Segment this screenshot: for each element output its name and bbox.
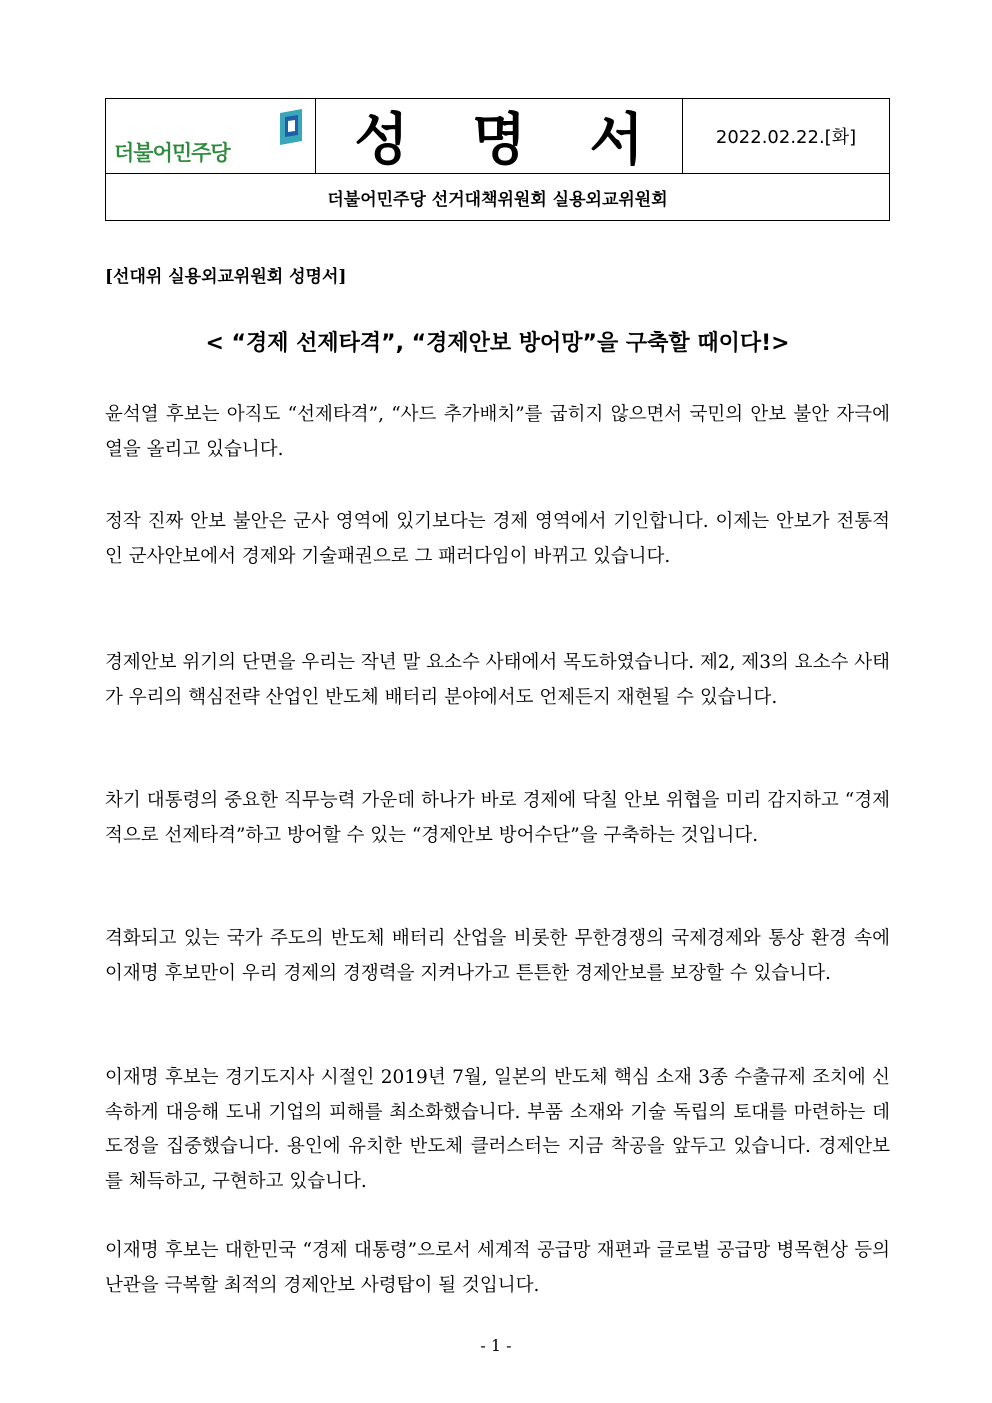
- header-table: [105, 98, 890, 221]
- page-number: - 1 -: [480, 1336, 512, 1355]
- paragraph-4: 차기 대통령의 중요한 직무능력 가운데 하나가 바로 경제에 닥칠 안보 위협을 미리 감지하고 “경제적으로 선제타격”하고 방어할 수 있는 “경제안보 방어수단”을 구축하는 것입니다.: [105, 790, 890, 846]
- paragraph-7: 이재명 후보는 대한민국 “경제 대통령”으로서 세계적 공급망 재편과 글로벌 공급망 병목현상 등의 난관을 극복할 최적의 경제안보 사령탑이 될 것입니다.: [105, 1240, 890, 1296]
- party-logo-mark-icon: [276, 107, 308, 147]
- paragraph-2: 정작 진짜 안보 불안은 군사 영역에 있기보다는 경제 영역에서 기인합니다. 이제는 안보가 전통적인 군사안보에서 경제와 기술패권으로 그 패러다임이 바뀌고 있습니다.: [105, 511, 890, 567]
- document-title-cell: [316, 99, 683, 173]
- statement-label: [선대위 실용외교위원회 성명서]: [105, 267, 347, 287]
- party-logo: [106, 99, 316, 173]
- committee-name: 더불어민주당 선거대책위원회 실용외교위원회: [327, 189, 668, 210]
- document-date: 2022.02.22.[화]: [715, 127, 857, 148]
- statement-headline: < “경제 선제타격”, “경제안보 방어망”을 구축할 때이다!>: [205, 331, 790, 356]
- paragraph-1: 윤석열 후보는 아직도 “선제타격”, “사드 추가배치”를 굽히지 않으면서 국민의 안보 불안 자극에 열을 올리고 있습니다.: [105, 404, 890, 460]
- document-title: 성 명 서: [354, 108, 666, 173]
- paragraph-3: 경제안보 위기의 단면을 우리는 작년 말 요소수 사태에서 목도하였습니다. 제2, 제3의 요소수 사태가 우리의 핵심전략 산업인 반도체 배터리 분야에서도 언제든지 재현될 수 있습니다.: [105, 652, 890, 708]
- party-logo-text: 더불어민주당: [114, 141, 230, 165]
- paragraph-5: 격화되고 있는 국가 주도의 반도체 배터리 산업을 비롯한 무한경쟁의 국제경제와 통상 환경 속에 이재명 후보만이 우리 경제의 경쟁력을 지켜나가고 튼튼한 경제안보를 보장할 수 있습니다.: [105, 928, 890, 984]
- paragraph-6: 이재명 후보는 경기도지사 시절인 2019년 7월, 일본의 반도체 핵심 소재 3종 수출규제 조치에 신속하게 대응해 도내 기업의 피해를 최소화했습니다. 부품 소재와 기술 독립의 토대를 마련하는 데 도정을 집중했습니다. 용인에 유치한 반도체 클러스터는 지금 착공을 앞두고 있습니다. 경제안보를 체득하고, 구현하고 있습니다.: [105, 1067, 890, 1192]
- header-top-row: [106, 99, 889, 174]
